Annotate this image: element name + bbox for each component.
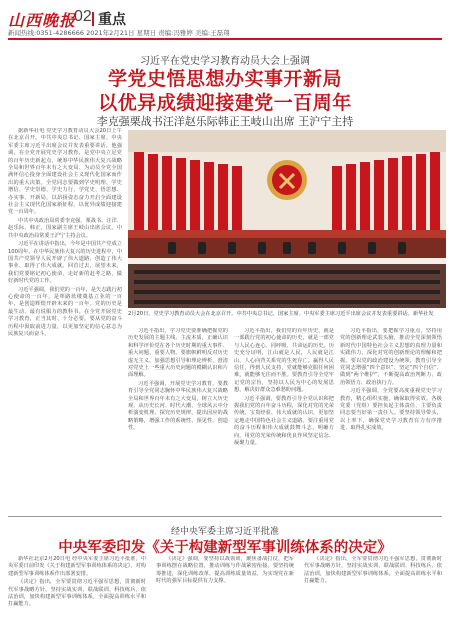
page-number: 02 [74, 8, 92, 25]
lead-headline-2: 以优异成绩迎接建党一百周年 [98, 92, 352, 114]
photo-caption: 2月20日，党史学习教育动员大会在北京召开。中共中央总书记、国家主席、中央军委主席习近平出席会议并发表重要讲话。新华社发 [128, 311, 434, 317]
newspaper-logo: 山西晚报 [8, 11, 77, 30]
section-title: 重点 [98, 12, 126, 28]
lead-paragraph: 习近平强调，开展党史学习教育，要教育引导全党同志胸怀中华民族伟大复兴战略全局和世界百年未有之大变局，树立大历史观，从历史长河、时代大潮、全球风云中分析演变机理、探究历史规律，提出因应的战略策略，增强工作的系统性、预见性、创造性。 [128, 380, 228, 432]
lead-kicker: 习近平在党史学习教育动员大会上强调 [140, 56, 310, 67]
masthead-rule [8, 38, 442, 40]
lead-paragraph: 习近平指出，要把握学习重点，坚持用党的创新理论武装头脑，推动全党深刻领悟新时代中国特色社会主义思想的真理力量和实践伟力，深化对党的创新理论的理解和把握。要以党的政治建设为统领，教育引导全党同志增强“四个意识”、坚定“四个自信”、做到“两个维护”，不断提高政治判断力、政治领悟力、政治执行力。 [340, 328, 442, 386]
lead-paragraph: 习近平强调，全党要高度重视党史学习教育，精心组织实施，确保取得实效。各级党委（党组）要担负起主体责任，主要负责同志要当好第一责任人。要坚持领导带头，以上率下，确保党史学习教育有力有序推进、取得扎实成效。 [340, 388, 442, 432]
lead-column-4 [340, 328, 442, 514]
lead-paragraph: 习近平指出，学习党史要准确把握党的历史发展的主题主线、主流本质，正确认识和科学评价党在各个历史时期的重大事件、重大问题、重要人物。要旗帜鲜明反对历史虚无主义，加强思想引导和理论辨析，澄清对党史上一些重大历史问题的模糊认识和片面理解。 [128, 328, 228, 379]
second-paragraph: 新华社北京2月20日电 经中央军委主席习近平批准，中央军委日前印发《关于构建新型军事训练体系的决定》，对构建新型军事训练体系作出部署安排。 [8, 556, 146, 577]
conference-photo [128, 130, 446, 308]
second-paragraph: 《决定》指出，全军要贯彻习近平强军思想，贯彻新时代军事战略方针，坚持实战实训、联战联训、科技练兵、依法治训，加快构建新型军事训练体系，全面提高训练水平和打赢能力。 [304, 556, 442, 585]
story-separator [8, 516, 442, 517]
lead-paragraph: 习近平指出，我们党的百年历史，就是一部践行党的初心使命的历史，就是一部党与人民心连心、同呼吸、共命运的历史。历史充分证明，江山就是人民，人民就是江山，人心向背关系党的生死存亡。赢得人民信任，得到人民支持，党就能够克服任何困难，就能够无往而不胜。要教育引导全党牢记党的宗旨，坚持以人民为中心的发展思想，解决好群众急难愁盼问题。 [234, 328, 334, 394]
lead-paragraph: 习近平在讲话中指出，今年是中国共产党成立100周年。在中华民族伟大复兴的历史进程中，中国共产党领导人民开辟了伟大道路、创造了伟大事业、取得了伟大成就。回首过去，展望未来，我们党要铭记初心使命，走好新的赶考之路，做好新时代党的工作。 [8, 241, 122, 285]
second-column-2 [156, 556, 294, 636]
masthead-info-line: 新闻热线:0351-4286666 2021年2月21日 星期日 责编:冯雅婷 美编:王磊翔 [8, 29, 230, 37]
lead-column-3 [234, 328, 334, 514]
lead-column-2 [128, 328, 228, 514]
second-column-3 [304, 556, 442, 636]
second-column-1 [8, 556, 146, 636]
lead-paragraph: 习近平强调，要教育引导全党认识和把握我们党的百年奋斗历程，深化对党的光荣传统、宝贵经验、伟大成就的认识，更加坚定地走中国特色社会主义道路。要注重用党的奋斗历程和伟大成就鼓舞斗志、明确方向，用党的光荣传统和优良作风坚定信念、凝聚力量。 [234, 395, 334, 447]
section-marker [92, 12, 94, 26]
lead-headline-1: 学党史悟思想办实事开新局 [107, 68, 342, 90]
conference-photo-illustration [128, 130, 446, 308]
lead-paragraph: 中共中央政治局常委李克强、栗战书、汪洋、赵乐际、韩正，国家副主席王岐山出席会议。中共中央政治局常委王沪宁主持会议。 [8, 217, 122, 239]
second-paragraph: 《决定》强调，要坚持以战领训，聚焦备战打仗，把军事训练摆在战略位置，推动训练与作战紧密衔接。要坚持统筹推进，深化训练改革，提高训练质量效益，为实现党在新时代的强军目标提供有力支撑。 [156, 556, 294, 585]
second-paragraph: 《决定》指出，全军要贯彻习近平强军思想，贯彻新时代军事战略方针，坚持实战实训、联战联训、科技练兵、依法治训，加快构建新型军事训练体系，全面提高训练水平和打赢能力。 [8, 579, 146, 608]
lead-column-left [8, 128, 122, 514]
second-headline: 中央军委印发《关于构建新型军事训练体系的决定》 [58, 540, 392, 556]
lead-deck: 李克强栗战书汪洋赵乐际韩正王岐山出席 王沪宁主持 [96, 115, 354, 128]
second-kicker: 经中央军委主席习近平批准 [170, 527, 279, 537]
lead-paragraph: 据新华社电 党史学习教育动员大会20日上午在北京召开。中共中央总书记、国家主席、中央军委主席习近平出席会议并发表重要讲话。他强调，在全党开展党史学习教育，是党中央立足党的百年历史新起点、统筹中华民族伟大复兴战略全局和世界百年未有之大变局、为动员全党全国满怀信心投身全面建设社会主义现代化国家而作出的重大决策。全党同志要做到学史明理、学史增信、学史崇德、学史力行，学党史、悟思想、办实事、开新局，以昂扬姿态奋力开启全面建设社会主义现代化国家新征程，以优异成绩迎接建党一百周年。 [8, 128, 122, 216]
masthead [8, 6, 442, 38]
lead-paragraph: 习近平强调，我们党的一百年，是矢志践行初心使命的一百年，是筚路蓝缕奠基立业的一百年，是创造辉煌开辟未来的一百年。党的历史是最生动、最有说服力的教科书。在全党开展党史学习教育，正当其时、十分必要。要从党的奋斗历程中汲取前进力量，以更加坚定的信心意志为民族复兴而奋斗。 [8, 286, 122, 337]
